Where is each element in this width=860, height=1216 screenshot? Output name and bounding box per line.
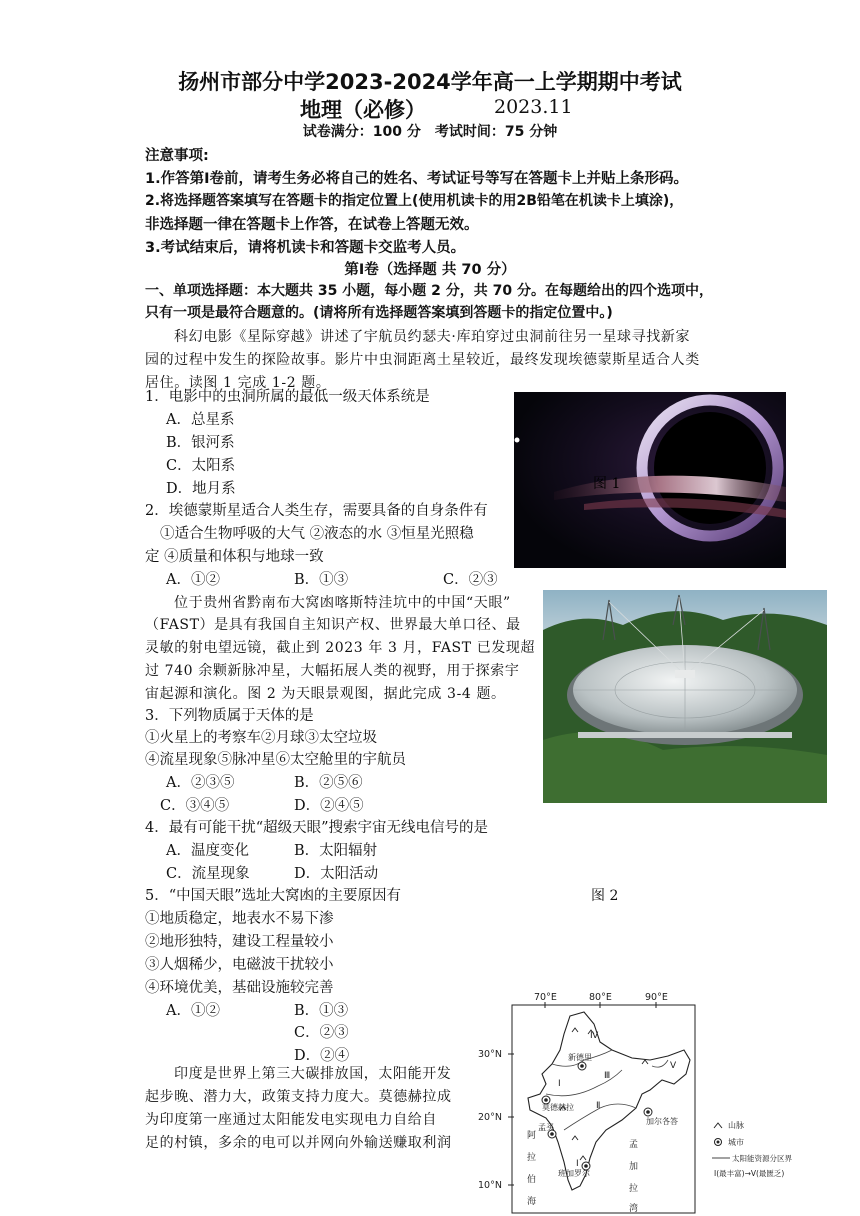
sea-label: 拉: [527, 1153, 537, 1163]
passage-text: 科幻电影《星际穿越》讲述了宇航员约瑟夫·库珀穿过虫洞前往另一星球寻找新家: [174, 329, 691, 345]
notes-heading: 注意事项:: [145, 148, 209, 164]
section-title: 第Ⅰ卷（选择题 共 70 分）: [344, 262, 516, 278]
passage-text: 过 740 余颗新脉冲星，大幅拓展人类的视野，用于探索宇: [145, 663, 520, 679]
option: D．②④⑤: [294, 798, 364, 814]
question-stem: 3．下列物质属于天体的是: [145, 708, 314, 724]
passage-text: 宙起源和演化。图 2 为天眼景观图，据此完成 3-4 题。: [145, 686, 506, 702]
sea-label: 海: [527, 1197, 537, 1207]
option: C．②③: [443, 572, 498, 588]
question-stem-line: ①适合生物呼吸的大气 ②液态的水 ③恒星光照稳: [160, 526, 474, 542]
passage-text: 为印度第一座通过太阳能发电实现电力自给自: [145, 1112, 437, 1128]
lon-label: 90°E: [645, 992, 668, 1003]
sea-label: 伯: [527, 1175, 537, 1185]
city-label: 孟买: [538, 1123, 554, 1132]
lat-label: 10°N: [478, 1180, 502, 1191]
option: B．②⑤⑥: [294, 775, 363, 791]
statement: ②地形独特，建设工程量较小: [145, 934, 334, 950]
section-instructions: 一、单项选择题：本大题共 35 小题，每小题 2 分，共 70 分。在每题给出的四个选项中，: [145, 283, 713, 299]
lat-label: 30°N: [478, 1049, 502, 1060]
sea-label: 孟: [629, 1140, 639, 1150]
passage-text: 足的村镇，多余的电可以并网向外输送赚取利润: [145, 1135, 452, 1151]
question-stem: 4．最有可能干扰“超级天眼”搜索宇宙无线电信号的是: [145, 820, 489, 836]
city-label: 新德里: [568, 1053, 592, 1062]
option: D．太阳活动: [294, 866, 379, 882]
option: C．③④⑤: [160, 798, 230, 814]
note-item: 1.作答第Ⅰ卷前，请考生务必将自己的姓名、考试证号等写在答题卡上并贴上条形码。: [145, 171, 688, 187]
section-instructions: 只有一项是最符合题意的。(请将所有选择题答案填到答题卡的指定位置中。): [145, 305, 613, 321]
region-label: Ⅴ: [670, 1061, 677, 1071]
india-solar-map: [472, 990, 808, 1214]
question-stem: 1．电影中的虫洞所属的最低一级天体系统是: [145, 389, 430, 405]
passage-text: 位于贵州省黔南布大窝凼喀斯特洼坑中的中国“天眼”: [174, 595, 511, 611]
option: D．②④: [294, 1048, 350, 1064]
figure-1-label: 图 1: [593, 476, 621, 492]
note-item: 3.考试结束后，请将机读卡和答题卡交监考人员。: [145, 240, 466, 256]
mountain-legend-icon: [714, 1123, 722, 1128]
option: B．①③: [294, 1003, 349, 1019]
lat-label: 20°N: [478, 1112, 502, 1123]
legend-item: Ⅰ(最丰富)→Ⅴ(最匮乏): [714, 1169, 785, 1178]
option: A．①②: [166, 1003, 220, 1019]
figure-2-fast-telescope: [543, 590, 827, 803]
lon-label: 80°E: [589, 992, 612, 1003]
sea-label: 阿: [527, 1131, 537, 1141]
passage-text: 居住。读图 1 完成 1-2 题。: [145, 375, 331, 391]
black-hole-illustration: [514, 392, 786, 568]
region-label: Ⅰ: [576, 1159, 579, 1169]
option: C．太阳系: [166, 458, 236, 474]
legend-item: 山脉: [728, 1121, 744, 1130]
option: D．地月系: [166, 481, 236, 497]
india-map-svg: [472, 990, 808, 1214]
question-stem: 5．“中国天眼”选址大窝凼的主要原因有: [145, 888, 402, 904]
option: A．②③⑤: [166, 775, 235, 791]
legend-item: 城市: [728, 1138, 744, 1147]
question-stem: 2．埃德蒙斯星适合人类生存，需要具备的自身条件有: [145, 503, 488, 519]
passage-text: 印度是世界上第三大碳排放国，太阳能开发: [174, 1066, 452, 1082]
exam-date: 2023.11: [494, 96, 573, 118]
subject-title: 地理（必修）: [300, 98, 426, 122]
figure-2-label: 图 2: [591, 888, 619, 904]
fast-telescope-photo: [543, 590, 827, 803]
option: A．总星系: [166, 412, 235, 428]
region-label: Ⅰ: [558, 1079, 561, 1089]
legend-item: 太阳能资源分区界: [732, 1154, 792, 1163]
question-stem-line: 定 ④质量和体积与地球一致: [145, 549, 324, 565]
figure-1-black-hole: [514, 392, 786, 568]
option: B．太阳辐射: [294, 843, 378, 859]
option: A．温度变化: [166, 843, 249, 859]
region-label: Ⅱ: [596, 1101, 601, 1111]
city-label: 班加罗尔: [558, 1169, 590, 1178]
note-item: 非选择题一律在答题卡上作答，在试卷上答题无效。: [145, 217, 479, 233]
statement: ④环境优美，基础设施较完善: [145, 980, 334, 996]
option: C．流星现象: [166, 866, 250, 882]
exam-meta: 试卷满分：100 分 考试时间：75 分钟: [302, 124, 558, 140]
region-label: Ⅲ: [604, 1071, 611, 1081]
sea-label: 拉: [629, 1184, 639, 1194]
sea-label: 湾: [629, 1204, 639, 1214]
india-outline: [528, 1012, 690, 1190]
city-label: 加尔各答: [646, 1117, 678, 1126]
statement: ③人烟稀少，电磁波干扰较小: [145, 957, 334, 973]
option: C．②③: [294, 1025, 349, 1041]
question-stem-line: ①火星上的考察车②月球③太空垃圾: [145, 730, 377, 746]
lon-label: 70°E: [534, 992, 557, 1003]
option: B．①③: [294, 572, 349, 588]
exam-title: 扬州市部分中学2023-2024学年高一上学期期中考试: [178, 70, 682, 94]
option: B．银河系: [166, 435, 235, 451]
sea-label: 加: [629, 1162, 639, 1172]
city-label: 莫德赫拉: [542, 1103, 574, 1112]
passage-text: 园的过程中发生的探险故事。影片中虫洞距离土星较近，最终发现埃德蒙斯星适合人类: [145, 352, 700, 368]
question-stem-line: ④流星现象⑤脉冲星⑥太空舱里的宇航员: [145, 752, 406, 768]
option: A．①②: [166, 572, 220, 588]
region-label: Ⅳ: [590, 1031, 599, 1041]
passage-text: （FAST）是具有我国自主知识产权、世界最大单口径、最: [145, 617, 521, 633]
note-item: 2.将选择题答案填写在答题卡的指定位置上(使用机读卡的用2B铅笔在机读卡上填涂)，: [145, 193, 684, 209]
passage-text: 起步晚、潜力大，政策支持力度大。莫德赫拉成: [145, 1089, 452, 1105]
statement: ①地质稳定，地表水不易下渗: [145, 911, 334, 927]
passage-text: 灵敏的射电望远镜，截止到 2023 年 3 月，FAST 已发现超: [145, 640, 536, 656]
